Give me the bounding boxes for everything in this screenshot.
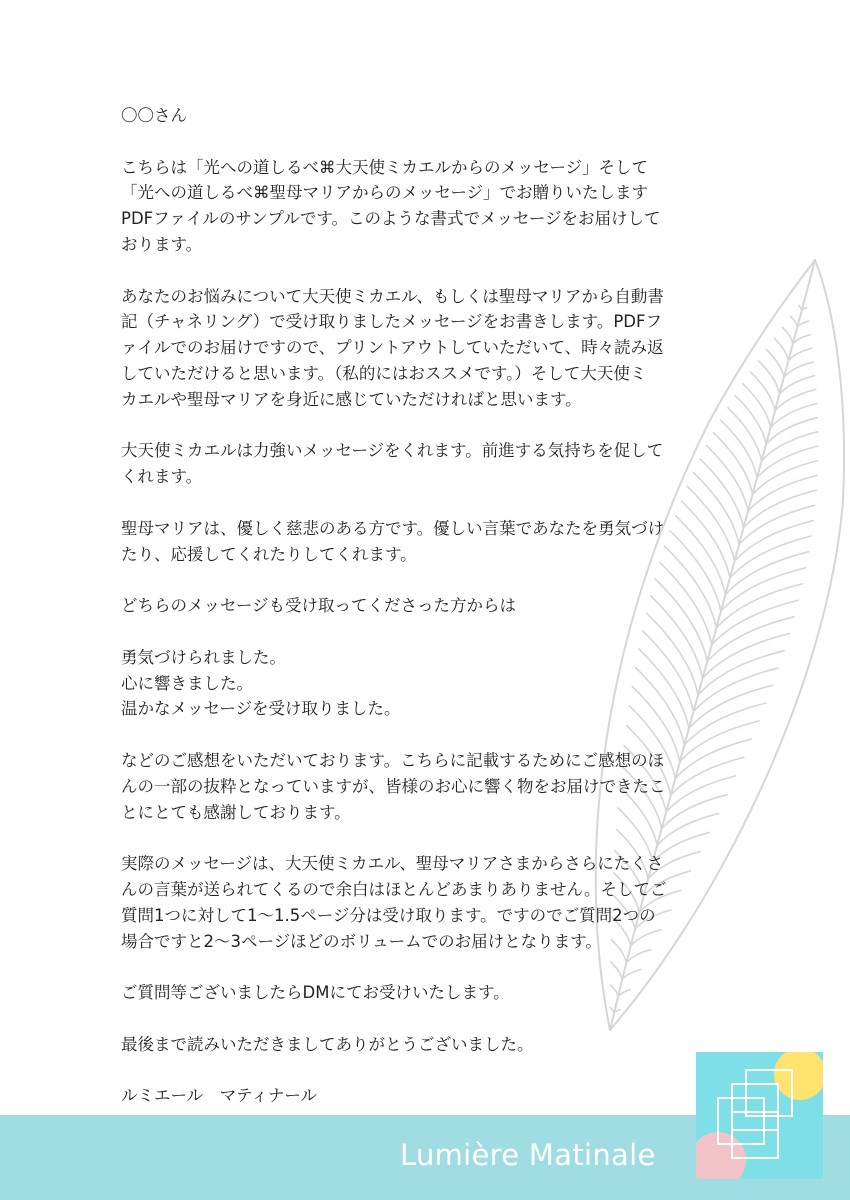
signature: ルミエール マティナール [121,1086,318,1106]
feather-barb [762,432,818,461]
paragraph-details: 実際のメッセージは、大天使ミカエル、聖母マリアさまからさらにたくさ んの言葉が送られてくるので余白はほとんどあまりありません。そしてご 質問1つに対して1〜1.5ページ分は受け取ります。ですのでご質問2つの 場合ですと2〜3ページほどのボリュームでのお届けとなります。 [121,854,667,951]
paragraph-about-messages: あなたのお悩みについて大天使ミカエル、もしくは聖母マリアから自動書 記（チャネリング）で受け取りましたメッセージをお書きします。PDFフ ァイルでのお届けですので、プリントアウトしていただいて、時々読み返 していただけると思います。（私的にはおススメです。）そして大天使ミ カエルや聖母マリアを身近に感じていただければと思います。 [121,286,664,409]
feather-barb [735,521,814,562]
paragraph-intro: こちらは「光への道しるべ⌘大天使ミカエルからのメッセージ」そして 「光への道しるべ⌘聖母マリアからのメッセージ」でお贈りいたします PDFファイルのサンプルです。このような書式でメッセージをお届けして おります。 [121,157,661,254]
paragraph-feedback-quotes: 勇気づけられました。 心に響きました。 温かなメッセージを受け取りました。 [121,647,401,719]
brand-logo-squares [696,1052,823,1179]
feather-barb [774,338,788,360]
feather-barb [757,446,818,477]
paragraph-feedback-intro: どちらのメッセージも受け取ってくださった方からは [121,596,517,616]
brand-name: Lumière Matinale [400,1138,656,1172]
feather-barb [799,305,802,310]
paragraph-michael: 大天使ミカエルは力強いメッセージをくれます。前進する気持ちを促して くれます。 [121,441,664,487]
greeting: 〇〇さん [121,106,187,125]
paragraph-closing: 最後まで読みいただきましてありがとうございました。 [121,1034,534,1054]
feather-barb [791,316,798,327]
feather-barb [782,327,793,343]
letter-body [121,103,731,1109]
feather-barb [758,361,779,394]
paragraph-gratitude: などのご感想をいただいております。こちらに記載するためにご感想のほ んの一部の抜粋となっていますが、皆様のお心に響く物をお届けできたこ とにとても感謝しております。 [121,750,666,822]
paragraph-contact: ご質問等ございましたらDMにてお受けいたします。 [121,983,510,1003]
feather-barb [750,372,775,411]
paragraph-maria: 聖母マリアは、優しく慈悲のある方です。優しい言葉であなたを勇気づけ たり、応援してくれたりしてくれます。 [121,518,665,564]
feather-barb [771,403,817,427]
